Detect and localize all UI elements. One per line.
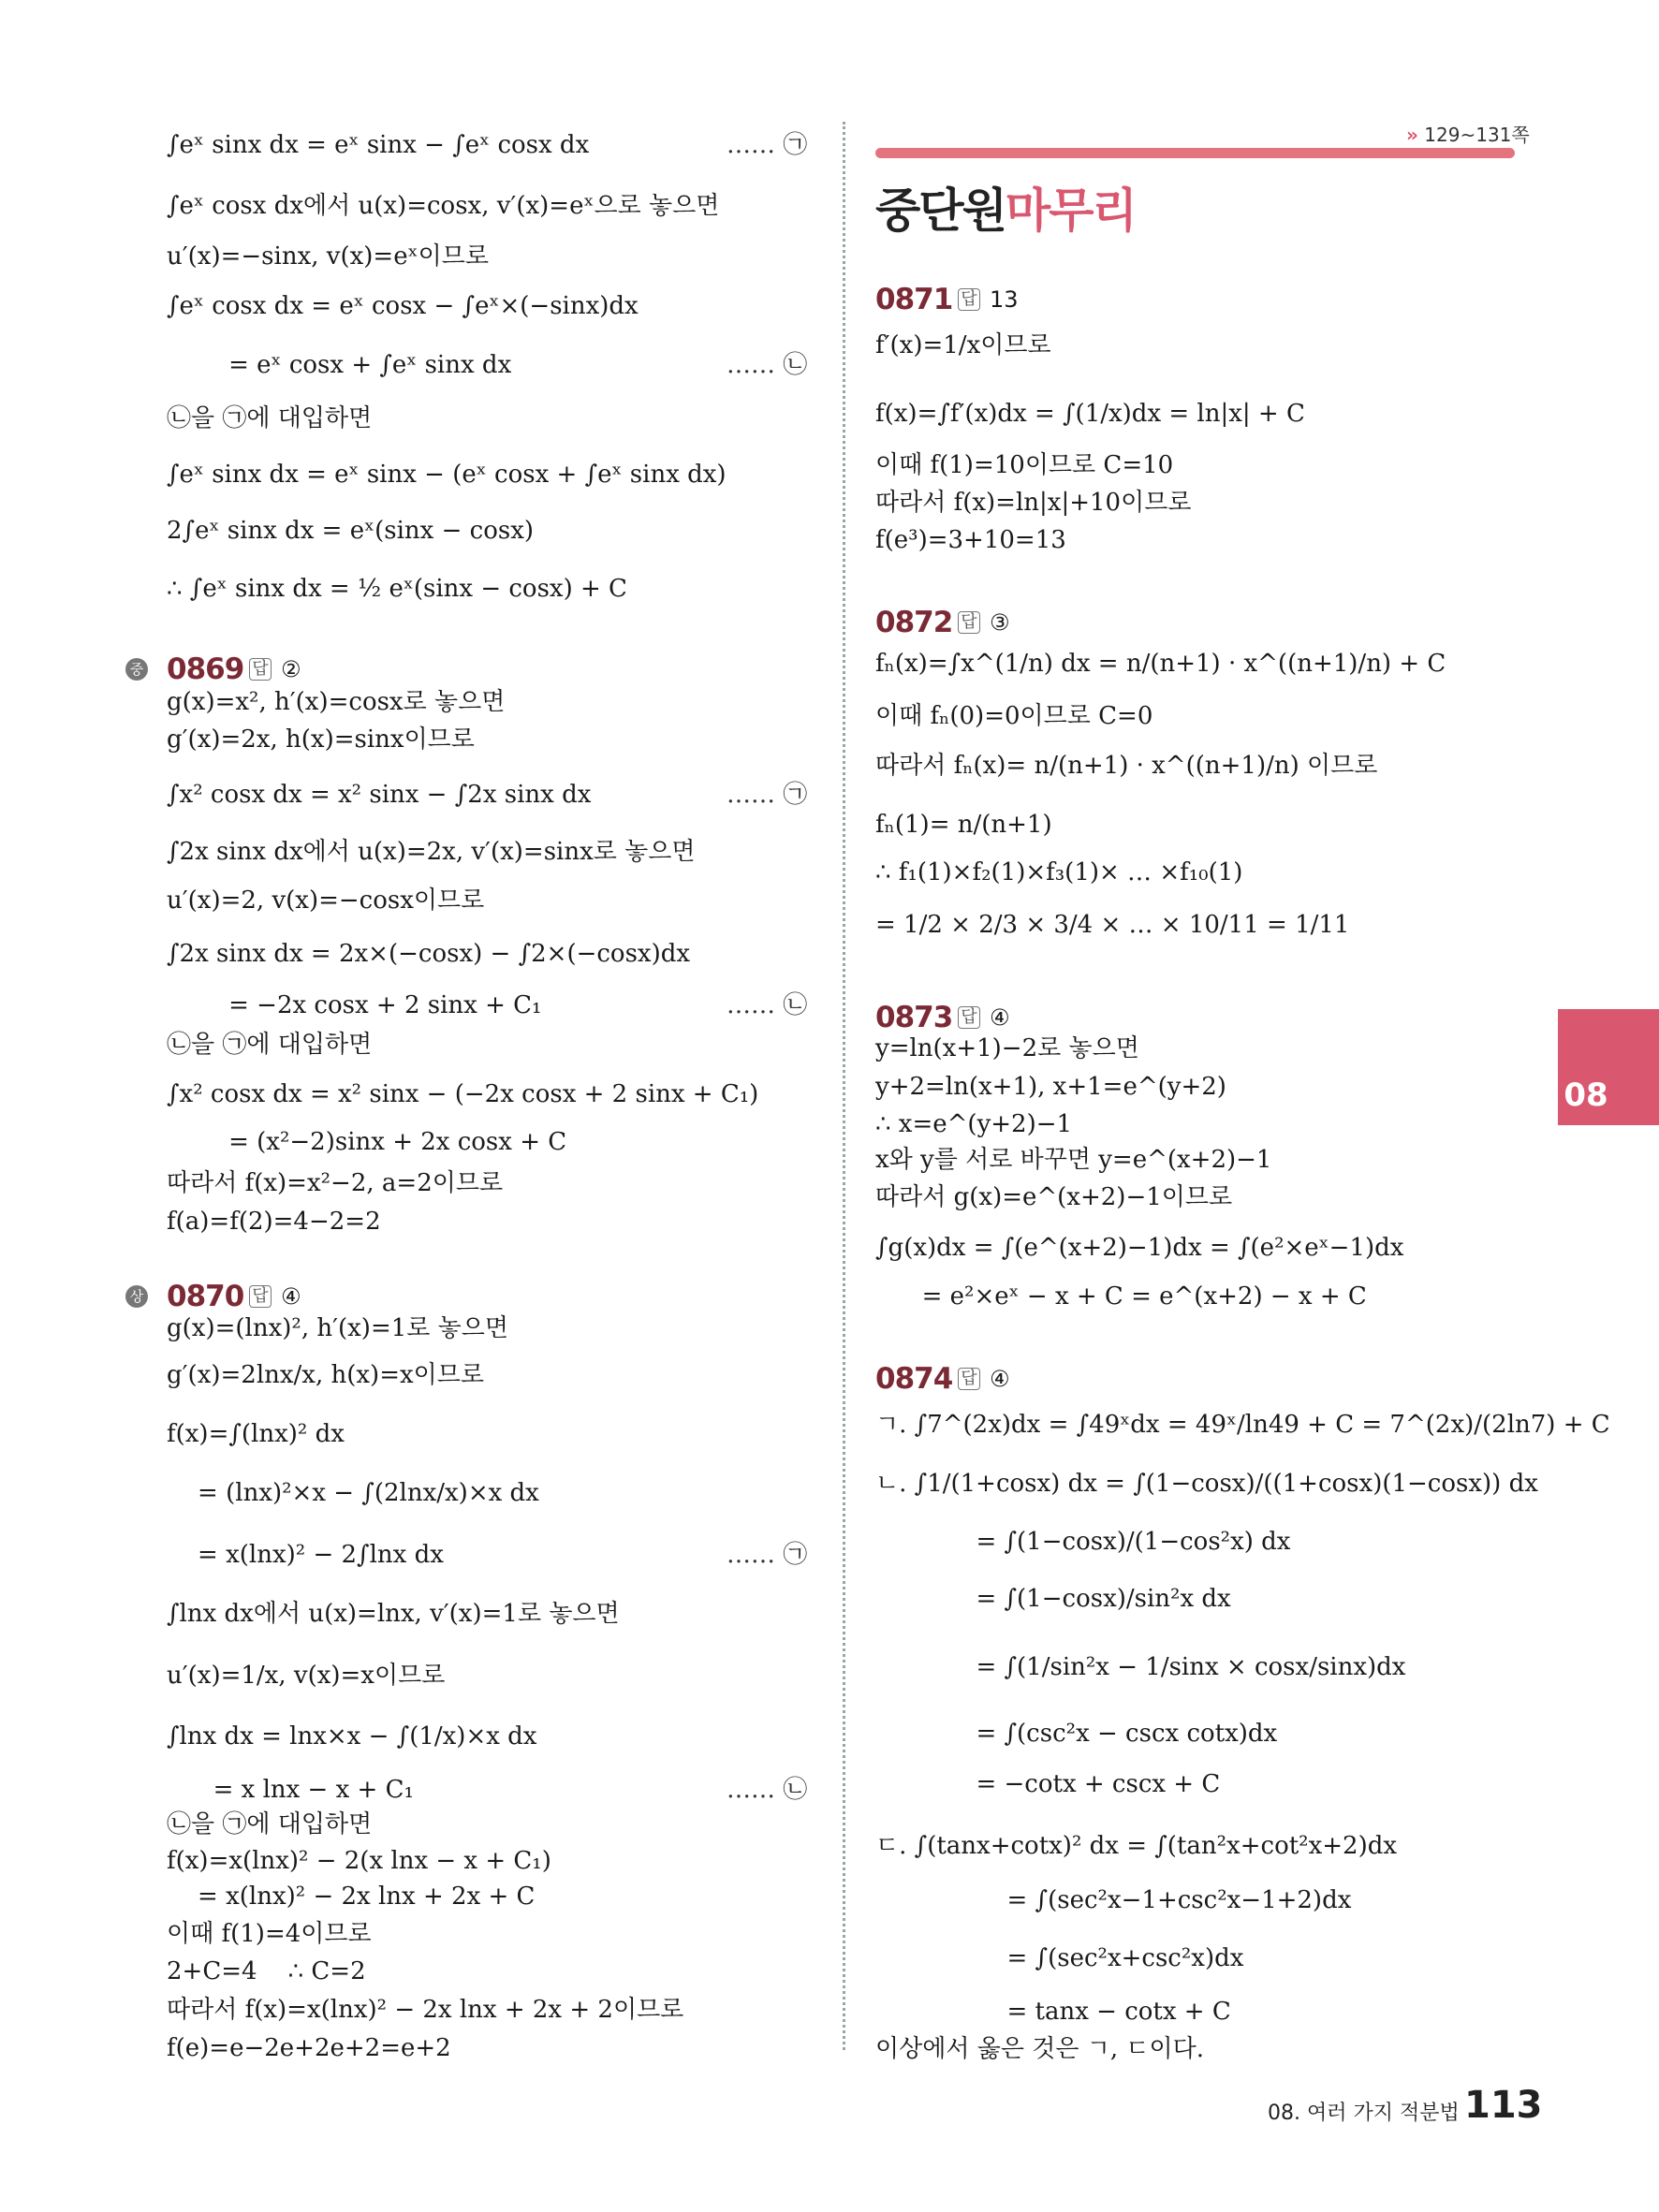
solution-line: ∫g(x)dx = ∫(e^(x+2)−1)dx = ∫(e²×eˣ−1)dx (875, 1234, 1404, 1262)
problem-number: 0871 (875, 283, 953, 316)
solution-line: f(x)=∫f′(x)dx = ∫(1/x)dx = ln|x| + C (875, 400, 1305, 428)
solution-line: ㄱ. ∫7^(2x)dx = ∫49ˣdx = 49ˣ/ln49 + C = 7^(2x)/(2ln7) + C (875, 1411, 1610, 1439)
solution-line: 2∫eˣ sinx dx = eˣ(sinx − cosx) (167, 517, 535, 545)
answer-tag: 답 (958, 288, 980, 311)
solution-line: 따라서 g(x)=e^(x+2)−1이므로 (875, 1183, 1233, 1211)
equation-marker: …… ㉡ (727, 1776, 808, 1804)
equation-marker: …… ㉠ (727, 1541, 808, 1569)
solution-line: u′(x)=2, v(x)=−cosx이므로 (167, 886, 485, 915)
solution-line: y=ln(x+1)−2로 놓으면 (875, 1034, 1139, 1062)
solution-line: ㉡을 ㉠에 대입하면 (167, 404, 373, 432)
solution-line: = eˣ cosx + ∫eˣ sinx dx (167, 351, 512, 379)
solution-line: 이상에서 옳은 것은 ㄱ, ㄷ이다. (875, 2035, 1204, 2063)
solution-line: = x(lnx)² − 2x lnx + 2x + C (167, 1882, 536, 1911)
section-title (875, 183, 1136, 239)
solution-line: = −2x cosx + 2 sinx + C₁ (167, 991, 542, 1019)
answer-tag: 답 (958, 1006, 980, 1029)
solution-line: f′(x)=1/x이므로 (875, 331, 1051, 359)
solution-line: f(x)=∫(lnx)² dx (167, 1420, 345, 1448)
solution-line: ∴ ∫eˣ sinx dx = ½ eˣ(sinx − cosx) + C (167, 575, 627, 603)
problem-number: 0874 (875, 1362, 953, 1396)
solution-line: = ∫(sec²x+csc²x)dx (875, 1944, 1244, 1972)
solution-line: = ∫(1−cosx)/(1−cos²x) dx (875, 1528, 1291, 1556)
solution-line: = (lnx)²×x − ∫(2lnx/x)×x dx (167, 1479, 539, 1507)
solution-line: ∫eˣ sinx dx = eˣ sinx − ∫eˣ cosx dx (167, 131, 590, 159)
solution-line: ∫x² cosx dx = x² sinx − ∫2x sinx dx (167, 781, 592, 809)
solution-line: x와 y를 서로 바꾸면 y=e^(x+2)−1 (875, 1146, 1272, 1174)
solution-line: ∫eˣ cosx dx = eˣ cosx − ∫eˣ×(−sinx)dx (167, 292, 639, 320)
answer-value: ④ (990, 1004, 1010, 1031)
solution-line: = ∫(1−cosx)/sin²x dx (875, 1585, 1231, 1613)
solution-line: ㄴ. ∫1/(1+cosx) dx = ∫(1−cosx)/((1+cosx)(1−cosx)) dx (875, 1470, 1538, 1498)
solution-line: = (x²−2)sinx + 2x cosx + C (167, 1128, 567, 1156)
solution-line: ∫x² cosx dx = x² sinx − (−2x cosx + 2 sinx + C₁) (167, 1080, 759, 1108)
column-divider (843, 122, 845, 2050)
solution-line: ㄷ. ∫(tanx+cotx)² dx = ∫(tan²x+cot²x+2)dx (875, 1832, 1398, 1860)
chapter-tab (1558, 1009, 1659, 1125)
answer-value: ④ (990, 1366, 1010, 1392)
page-number: 113 (1464, 2084, 1543, 2127)
solution-line: = e²×eˣ − x + C = e^(x+2) − x + C (875, 1282, 1367, 1311)
solution-line: f(x)=x(lnx)² − 2(x lnx − x + C₁) (167, 1847, 551, 1875)
solution-line: fₙ(x)=∫x^(1/n) dx = n/(n+1) · x^((n+1)/n) + C (875, 650, 1446, 678)
solution-line: = 1/2 × 2/3 × 3/4 × … × 10/11 = 1/11 (875, 911, 1350, 939)
solution-line: ∴ f₁(1)×f₂(1)×f₃(1)× … ×f₁₀(1) (875, 858, 1243, 886)
solution-line: u′(x)=−sinx, v(x)=eˣ이므로 (167, 242, 489, 271)
solution-line: ∴ x=e^(y+2)−1 (875, 1110, 1073, 1138)
solution-line: = tanx − cotx + C (875, 1998, 1231, 2026)
equation-marker: …… ㉠ (727, 131, 808, 159)
answer-tag: 답 (249, 1285, 272, 1308)
solution-line: = −cotx + cscx + C (875, 1770, 1221, 1798)
solution-line: 이때 f(1)=10이므로 C=10 (875, 451, 1174, 479)
answer-tag: 답 (958, 611, 980, 634)
chapter-tab-label: 08 (1564, 1077, 1608, 1114)
problem-number: 0870 (167, 1280, 244, 1313)
difficulty-badge: 중 (125, 658, 148, 681)
solution-line: 이때 fₙ(0)=0이므로 C=0 (875, 702, 1153, 730)
solution-line: = ∫(sec²x−1+csc²x−1+2)dx (875, 1886, 1352, 1914)
problem-number: 0869 (167, 652, 244, 686)
solution-line: ∫eˣ sinx dx = eˣ sinx − (eˣ cosx + ∫eˣ sinx dx) (167, 461, 727, 489)
solution-line: 따라서 f(x)=ln|x|+10이므로 (875, 489, 1192, 517)
solution-line: ∫eˣ cosx dx에서 u(x)=cosx, v′(x)=eˣ으로 놓으면 (167, 192, 720, 220)
answer-value: ④ (281, 1283, 301, 1310)
solution-line: f(a)=f(2)=4−2=2 (167, 1208, 381, 1236)
solution-line: 2+C=4 ∴ C=2 (167, 1957, 366, 1985)
answer-value: 13 (990, 286, 1019, 313)
answer-tag: 답 (249, 658, 272, 681)
solution-line: 따라서 f(x)=x(lnx)² − 2x lnx + 2x + 2이므로 (167, 1996, 684, 2024)
footer-chapter: 08. 여러 가지 적분법 (1268, 2102, 1460, 2125)
answer-value: ② (281, 656, 301, 682)
solution-line: = ∫(1/sin²x − 1/sinx × cosx/sinx)dx (875, 1653, 1406, 1681)
header-bar (875, 148, 1515, 158)
section-title-part1: 중단원 (875, 183, 1006, 238)
solution-line: ㉡을 ㉠에 대입하면 (167, 1810, 373, 1838)
problem-number: 0872 (875, 606, 953, 639)
equation-marker: …… ㉡ (727, 351, 808, 379)
solution-line: g(x)=(lnx)², h′(x)=1로 놓으면 (167, 1314, 508, 1342)
page-reference-text: 129~131쪽 (1424, 124, 1530, 146)
problem-number: 0873 (875, 1001, 953, 1034)
solution-line: 따라서 f(x)=x²−2, a=2이므로 (167, 1169, 504, 1197)
solution-line: g′(x)=2x, h(x)=sinx이므로 (167, 725, 475, 754)
double-chevron-icon: » (1406, 124, 1418, 146)
solution-line: ∫lnx dx에서 u(x)=lnx, v′(x)=1로 놓으면 (167, 1600, 620, 1628)
solution-line: ∫2x sinx dx에서 u(x)=2x, v′(x)=sinx로 놓으면 (167, 838, 696, 866)
equation-marker: …… ㉡ (727, 991, 808, 1019)
answer-value: ③ (990, 609, 1010, 636)
solution-line: = x(lnx)² − 2∫lnx dx (167, 1541, 444, 1569)
solution-line: y+2=ln(x+1), x+1=e^(y+2) (875, 1073, 1226, 1101)
solution-line: ㉡을 ㉠에 대입하면 (167, 1031, 373, 1059)
solution-line: f(e)=e−2e+2e+2=e+2 (167, 2034, 451, 2062)
solution-line: f(e³)=3+10=13 (875, 526, 1066, 554)
solution-line: ∫lnx dx = lnx×x − ∫(1/x)×x dx (167, 1722, 537, 1751)
solution-line: = x lnx − x + C₁ (167, 1776, 414, 1804)
solution-line: g′(x)=2lnx/x, h(x)=x이므로 (167, 1361, 484, 1389)
solution-line: 이때 f(1)=4이므로 (167, 1920, 372, 1948)
solution-line: 따라서 fₙ(x)= n/(n+1) · x^((n+1)/n) 이므로 (875, 752, 1378, 780)
section-title-part2: 마무리 (1005, 183, 1136, 238)
solution-line: u′(x)=1/x, v(x)=x이므로 (167, 1662, 446, 1690)
answer-tag: 답 (958, 1368, 980, 1390)
equation-marker: …… ㉠ (727, 781, 808, 809)
solution-line: fₙ(1)= n/(n+1) (875, 811, 1052, 839)
solution-line: ∫2x sinx dx = 2x×(−cosx) − ∫2×(−cosx)dx (167, 940, 691, 968)
solution-line: g(x)=x², h′(x)=cosx로 놓으면 (167, 688, 506, 716)
difficulty-badge: 상 (125, 1285, 148, 1308)
solution-line: = ∫(csc²x − cscx cotx)dx (875, 1720, 1278, 1748)
page-reference (1406, 120, 1530, 147)
